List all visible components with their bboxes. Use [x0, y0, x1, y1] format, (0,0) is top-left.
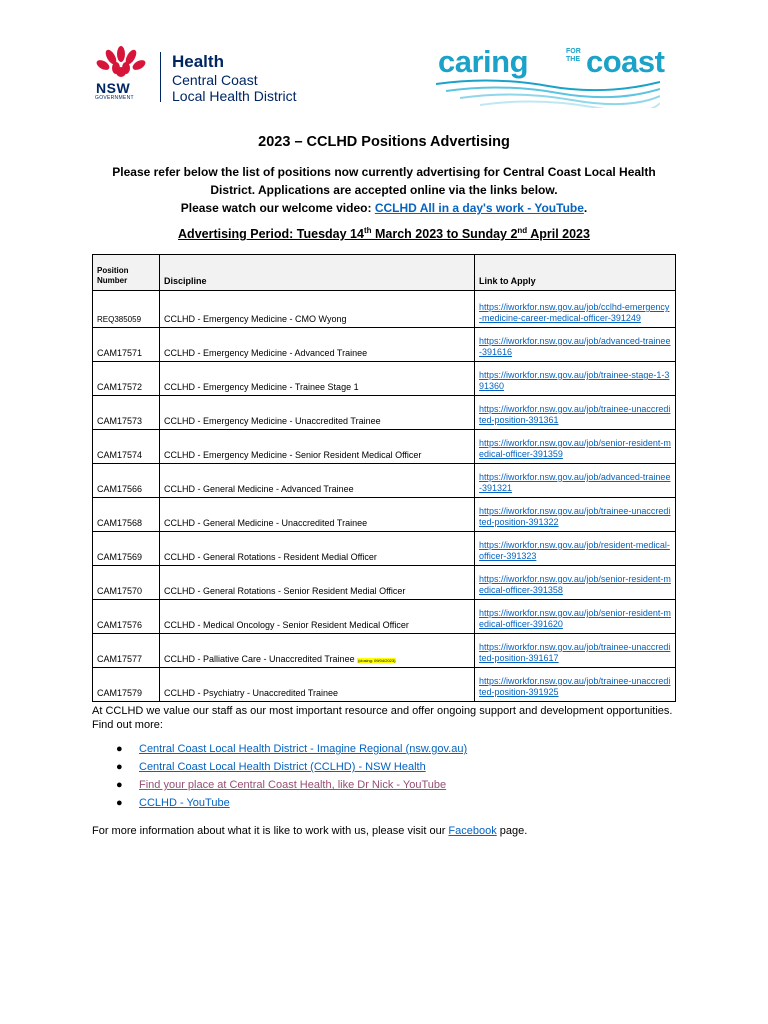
position-number: CAM17568: [93, 498, 160, 532]
discipline: CCLHD - Medical Oncology - Senior Resident Medical Officer: [160, 600, 475, 634]
discipline: CCLHD - General Rotations - Resident Medial Officer: [160, 532, 475, 566]
cclhd-youtube-link[interactable]: CCLHD - YouTube: [139, 797, 230, 809]
facebook-link[interactable]: Facebook: [448, 825, 497, 837]
apply-link[interactable]: https://iworkfor.nsw.gov.au/job/resident-medical-officer-391323: [479, 540, 670, 561]
table-row: [93, 464, 676, 498]
dr-nick-video-link[interactable]: Find your place at Central Coast Health, like Dr Nick - YouTube: [139, 779, 447, 791]
position-number: CAM17574: [93, 430, 160, 464]
discipline: CCLHD - Psychiatry - Unaccredited Trainee: [160, 668, 475, 702]
discipline: CCLHD - Emergency Medicine - Unaccredited Trainee: [160, 396, 475, 430]
discipline: CCLHD - General Rotations - Senior Resident Medial Officer: [160, 566, 475, 600]
intro-text: Please refer below the list of positions now currently advertising for Central Coast Local Health District. Applications are accepted online via the links below. Please watch our welcome video: CCLHD All in a day's work - YouTube.: [112, 165, 656, 215]
position-number: REQ385059: [93, 291, 160, 328]
table-row: [93, 634, 676, 668]
table-row: [93, 566, 676, 600]
table-row: [93, 430, 676, 464]
waves-icon: [436, 78, 660, 108]
list-item: [92, 742, 467, 760]
apply-link[interactable]: https://iworkfor.nsw.gov.au/job/trainee-unaccredited-position-391617: [479, 642, 671, 663]
table-row: [93, 396, 676, 430]
table-row: [93, 498, 676, 532]
coast-wordmark: coast: [586, 44, 665, 79]
bullet-icon: ●: [116, 743, 123, 755]
closing-date-highlight: (closing: 09/04/2023): [358, 658, 396, 663]
list-item: [92, 760, 467, 778]
header-position-number: Position Number: [93, 255, 160, 291]
apply-link[interactable]: https://iworkfor.nsw.gov.au/job/advanced-trainee-391616: [479, 336, 671, 357]
apply-link[interactable]: https://iworkfor.nsw.gov.au/job/advanced-trainee-391321: [479, 472, 671, 493]
table-header-row: [93, 255, 676, 291]
discipline: CCLHD - Emergency Medicine - CMO Wyong: [160, 291, 475, 328]
discipline: CCLHD - General Medicine - Advanced Trainee: [160, 464, 475, 498]
document-header: [0, 0, 768, 120]
table-row: [93, 362, 676, 396]
position-number: CAM17572: [93, 362, 160, 396]
caring-wordmark: caring: [438, 44, 529, 79]
apply-link[interactable]: https://iworkfor.nsw.gov.au/job/senior-resident-medical-officer-391358: [479, 574, 671, 595]
apply-link[interactable]: https://iworkfor.nsw.gov.au/job/trainee-unaccredited-position-391322: [479, 506, 671, 527]
list-item: [92, 796, 467, 814]
position-number: CAM17579: [93, 668, 160, 702]
position-number: CAM17566: [93, 464, 160, 498]
bullet-icon: ●: [116, 779, 123, 791]
table-row: [93, 328, 676, 362]
health-title: Health: [172, 52, 224, 71]
values-paragraph: At CCLHD we value our staff as our most important resource and offer ongoing support and development opportunities. Find out more:: [92, 705, 673, 731]
more-info-text: For more information about what it is like to work with us, please visit our Facebook page.: [92, 825, 528, 837]
for-the-wordmark: FOR THE: [566, 48, 581, 63]
bullet-icon: ●: [116, 761, 123, 773]
position-number: CAM17576: [93, 600, 160, 634]
list-item: [92, 778, 467, 796]
header-discipline: Discipline: [160, 255, 475, 291]
nsw-wordmark: NSW: [96, 80, 131, 96]
page-title: 2023 – CCLHD Positions Advertising: [258, 134, 510, 150]
table-row: [93, 600, 676, 634]
table-row: [93, 668, 676, 702]
nsw-health-link[interactable]: Central Coast Local Health District (CCLHD) - NSW Health: [139, 761, 426, 773]
discipline: CCLHD - Emergency Medicine - Advanced Trainee: [160, 328, 475, 362]
imagine-regional-link[interactable]: Central Coast Local Health District - Imagine Regional (nsw.gov.au): [139, 743, 468, 755]
table-row: [93, 532, 676, 566]
discipline: CCLHD - Emergency Medicine - Trainee Stage 1: [160, 362, 475, 396]
apply-link[interactable]: https://iworkfor.nsw.gov.au/job/trainee-unaccredited-position-391361: [479, 404, 671, 425]
discipline: CCLHD - Emergency Medicine - Senior Resident Medical Officer: [160, 430, 475, 464]
positions-table: [92, 254, 676, 702]
district-name-line2: Local Health District: [172, 88, 297, 104]
apply-link[interactable]: https://iworkfor.nsw.gov.au/job/trainee-stage-1-391360: [479, 370, 670, 391]
position-number: CAM17569: [93, 532, 160, 566]
apply-link[interactable]: https://iworkfor.nsw.gov.au/job/trainee-unaccredited-position-391925: [479, 676, 671, 697]
header-link-to-apply: Link to Apply: [475, 255, 676, 291]
apply-link[interactable]: https://iworkfor.nsw.gov.au/job/cclhd-emergency-medicine-career-medical-officer-391249: [479, 302, 670, 323]
apply-link[interactable]: https://iworkfor.nsw.gov.au/job/senior-resident-medical-officer-391359: [479, 438, 671, 459]
welcome-video-link[interactable]: CCLHD All in a day's work - YouTube: [374, 201, 584, 215]
table-row: [93, 291, 676, 328]
find-out-more-list: [92, 742, 467, 814]
position-number: CAM17571: [93, 328, 160, 362]
discipline: CCLHD - Palliative Care - Unaccredited Trainee (closing: 09/04/2023): [160, 634, 475, 668]
position-number: CAM17577: [93, 634, 160, 668]
apply-link[interactable]: https://iworkfor.nsw.gov.au/job/senior-resident-medical-officer-391620: [479, 608, 671, 629]
discipline: CCLHD - General Medicine - Unaccredited Trainee: [160, 498, 475, 532]
bullet-icon: ●: [116, 797, 123, 809]
logo-divider: [160, 52, 161, 102]
position-number: CAM17570: [93, 566, 160, 600]
position-number: CAM17573: [93, 396, 160, 430]
nsw-government-text: GOVERNMENT: [95, 95, 134, 101]
advertising-period: Advertising Period: Tuesday 14th March 2023 to Sunday 2nd April 2023: [178, 226, 590, 242]
district-name-line1: Central Coast: [172, 72, 258, 88]
